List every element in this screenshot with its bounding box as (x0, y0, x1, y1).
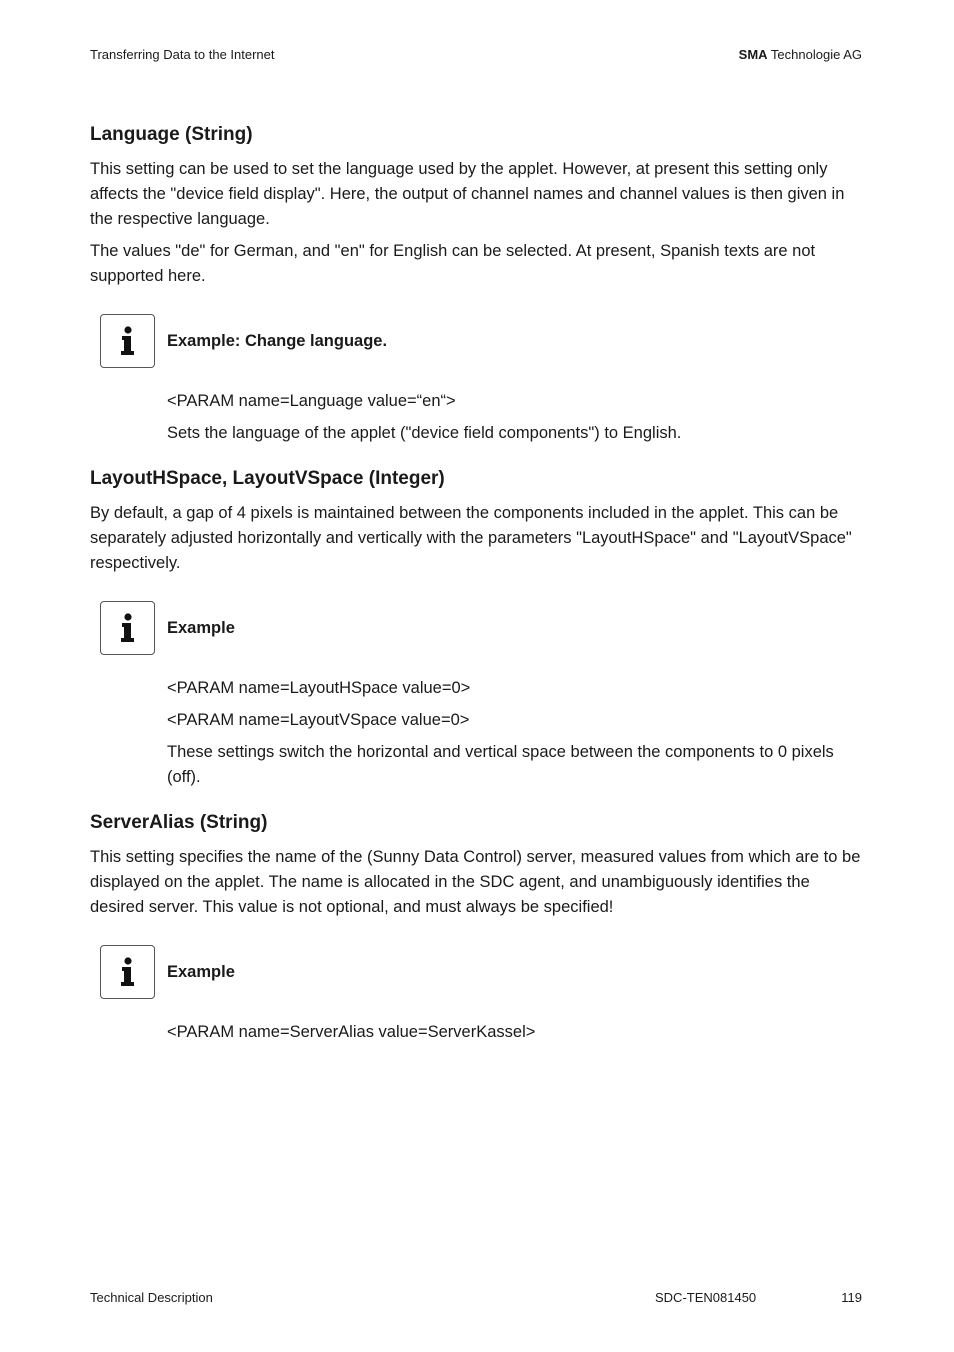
page-body (90, 122, 862, 1052)
code-line: <PARAM name=LayoutHSpace value=0> (167, 679, 471, 697)
example-note (100, 944, 862, 1000)
running-header-company (739, 47, 862, 62)
note-title: Example (167, 618, 235, 637)
running-header-section: Transferring Data to the Internet (90, 47, 275, 62)
section-server-alias (90, 810, 862, 1045)
example-description: Sets the language of the applet ("device field components") to English. (167, 424, 682, 442)
section-heading: LayoutHSpace, LayoutVSpace (Integer) (90, 468, 445, 489)
code-line: <PARAM name=Language value=“en“> (167, 392, 456, 410)
note-title: Example (167, 962, 235, 981)
footer-doc-type: Technical Description (90, 1290, 213, 1305)
info-icon (100, 945, 155, 999)
info-icon (100, 314, 155, 368)
company-brand: SMA (738, 47, 768, 62)
code-line: <PARAM name=ServerAlias value=ServerKassel> (167, 1023, 536, 1041)
info-icon (100, 601, 155, 655)
section-layout-space (90, 466, 862, 790)
example-description: These settings switch the horizontal and vertical space between the components to 0 pixels (off). (167, 743, 834, 786)
example-note (100, 313, 862, 369)
paragraph: This setting can be used to set the language used by the applet. However, at present this setting only affects the "device field display". Here, the output of channel names and channel values is then given in the respective language. (90, 160, 845, 228)
footer-doc-code: SDC-TEN081450 (655, 1290, 757, 1305)
section-heading: ServerAlias (String) (90, 812, 268, 833)
section-language (90, 122, 862, 446)
code-line: <PARAM name=LayoutVSpace value=0> (167, 711, 470, 729)
section-heading: Language (String) (90, 124, 253, 145)
note-title: Example: Change language. (167, 331, 388, 350)
paragraph: This setting specifies the name of the (Sunny Data Control) server, measured values from which are to be displayed on the applet. The name is allocated in the SDC agent, and unambiguously identifies the desired server. This value is not optional, and must always be specified! (90, 848, 861, 916)
example-note (100, 600, 862, 656)
paragraph: The values "de" for German, and "en" for English can be selected. At present, Spanish texts are not supported here. (90, 242, 816, 285)
paragraph: By default, a gap of 4 pixels is maintained between the components included in the applet. This can be separately adjusted horizontally and vertically with the parameters "LayoutHSpace" and "LayoutVSpace" respectively. (90, 504, 852, 572)
page-number: 119 (841, 1290, 862, 1305)
company-name-rest: Technologie AG (767, 47, 862, 62)
